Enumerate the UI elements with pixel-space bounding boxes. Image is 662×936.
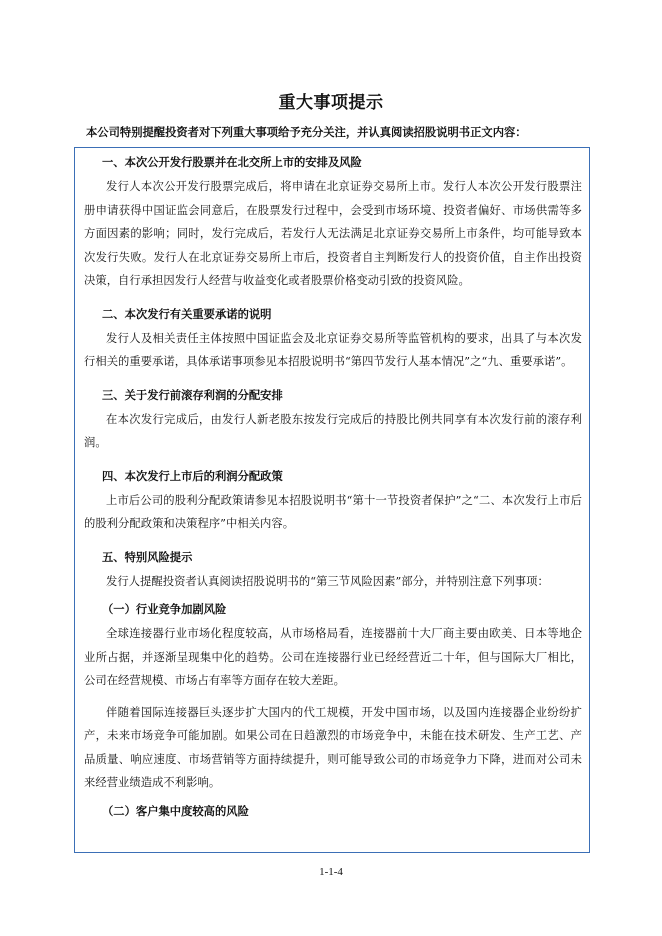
paragraph: 上市后公司的股利分配政策请参见本招股说明书“第十一节投资者保护”之“二、本次发行上市后的股利分配政策和决策程序”中相关内容。: [84, 493, 582, 530]
document-body: [84, 154, 582, 820]
paragraph: 发行人本次公开发行股票完成后，将申请在北京证券交易所上市。发行人本次公开发行股票注册申请获得中国证监会同意后，在股票发行过程中，会受到市场环境、投资者偏好、市场供需等多方面因素的影响；同时，发行完成后，若发行人无法满足北京证券交易所上市条件，均可能导致本次发行失败。发行人在北京证券交易所上市后，投资者自主判断发行人的投资价值，自主作出投资决策，自行承担因发行人经营与收益变化或者股票价格变动引致的投资风险。: [84, 180, 582, 287]
subsection-customer-concentration-risk: [84, 803, 582, 820]
subsection-competition-risk: [84, 601, 582, 795]
section-heading: 五、特别风险提示: [102, 550, 193, 564]
section-listing-risk: [84, 154, 582, 293]
section-retained-profit: [84, 387, 582, 455]
paragraph: 全球连接器行业市场化程度较高，从市场格局看，连接器前十大厂商主要由欧美、日本等地企业所占据，并逐渐呈现集中化的趋势。公司在连接器行业已经经营近二十年，但与国际大厂相比，公司在经营规模、市场占有率等方面存在较大差距。: [84, 627, 582, 687]
section-commitments: [84, 306, 582, 374]
paragraph: 在本次发行完成后，由发行人新老股东按发行完成后的持股比例共同享有本次发行前的滚存利润。: [84, 412, 582, 449]
paragraph: 发行人及相关责任主体按照中国证监会及北京证券交易所等监管机构的要求，出具了与本次发行相关的重要承诺，具体承诺事项参见本招股说明书“第四节发行人基本情况”之“九、重要承诺”。: [84, 331, 582, 368]
intro-statement: 本公司特别提醒投资者对下列重大事项给予充分关注，并认真阅读招股说明书正文内容：: [86, 126, 527, 139]
paragraph: 伴随着国际连接器巨头逐步扩大国内的代工规模，开发中国市场，以及国内连接器企业纷纷扩产，未来市场竞争可能加剧。如果公司在日趋激烈的市场竞争中，未能在技术研发、生产工艺、产品质量、响应速度、市场营销等方面持续提升，则可能导致公司的市场竞争力下降，进而对公司未来经营业绩造成不利影响。: [84, 705, 582, 789]
section-heading: 二、本次发行有关重要承诺的说明: [102, 307, 272, 321]
subsection-heading: （一）行业竞争加剧风险: [102, 603, 227, 616]
section-heading: 四、本次发行上市后的利润分配政策: [102, 469, 283, 483]
section-special-risks: [84, 549, 582, 594]
section-heading: 三、关于发行前滚存利润的分配安排: [102, 388, 283, 402]
section-heading: 一、本次公开发行股票并在北交所上市的安排及风险: [102, 156, 362, 169]
subsection-heading: （二）客户集中度较高的风险: [102, 804, 249, 818]
page-title: 重大事项提示: [278, 93, 384, 113]
page-number: 1-1-4: [319, 866, 343, 878]
paragraph: 发行人提醒投资者认真阅读招股说明书的“第三节风险因素”部分，并特别注意下列事项：: [106, 574, 549, 588]
section-dividend-policy: [84, 468, 582, 536]
